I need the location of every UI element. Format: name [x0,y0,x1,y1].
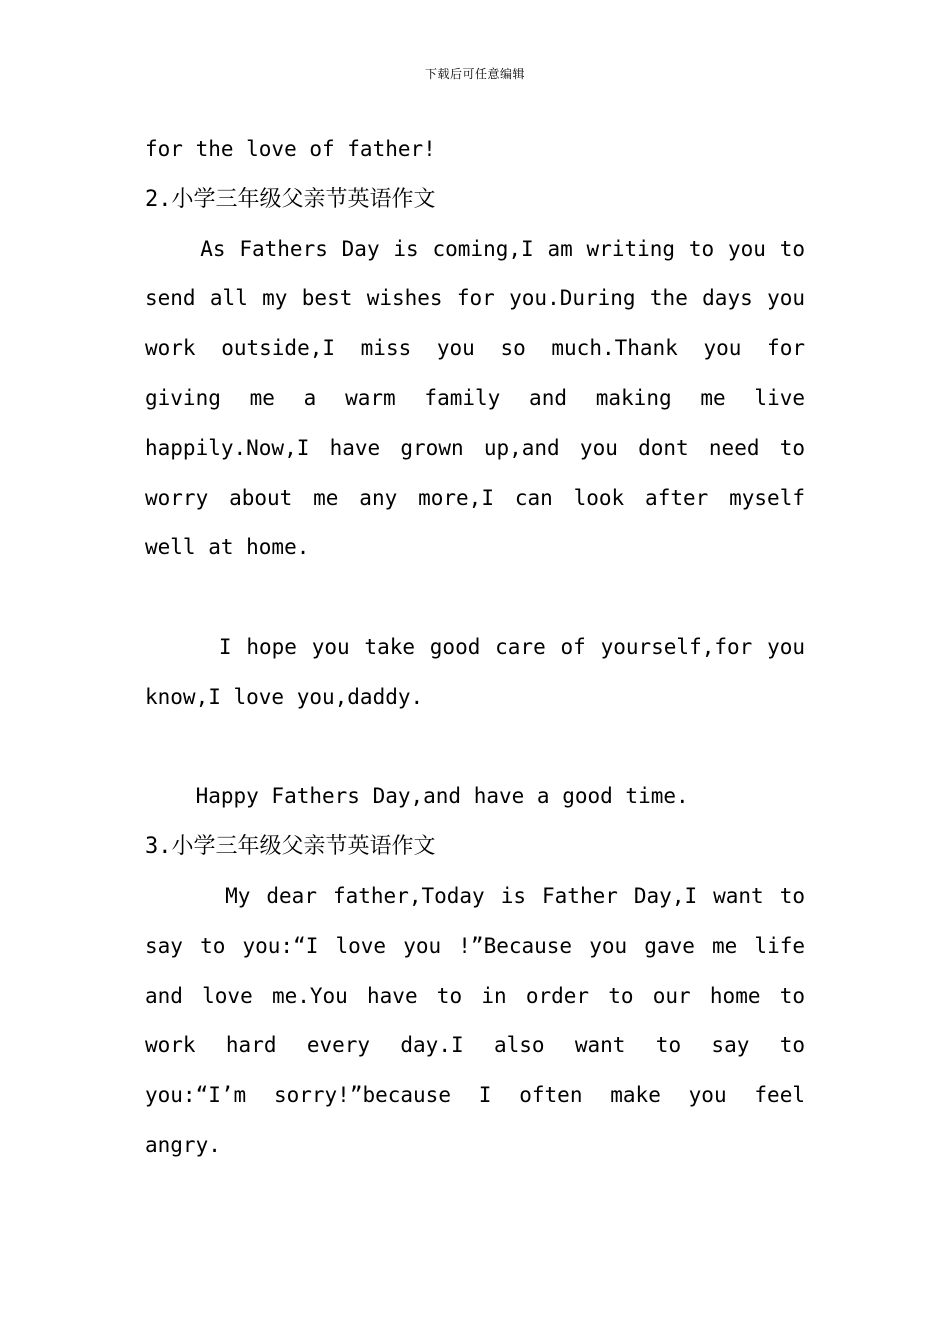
paragraph-line: know,I love you,daddy. [145,684,424,709]
paragraph-line: My dear father,Today is Father Day,I want to [145,883,805,908]
page-header: 下载后可任意编辑 [424,67,525,81]
paragraph-line: work hard every day.I also want to say to [145,1033,805,1058]
paragraph-line: work outside,I miss you so much.Thank you for [145,336,805,361]
paragraph-line: well at home. [145,535,310,560]
blank-line [145,573,805,623]
blank-line [145,723,805,773]
paragraph-line: and love me.You have to in order to our home to [145,983,805,1008]
section-heading-2: 2.小学三年级父亲节英语作文 [145,186,436,212]
paragraph-line: angry. [145,1132,221,1157]
paragraph-line: send all my best wishes for you.During the days you [145,286,805,311]
paragraph-line: you:“I’m sorry!”because I often make you feel [145,1083,805,1108]
paragraph-line: happily.Now,I have grown up,and you dont need to [145,435,805,460]
paragraph-line: Happy Fathers Day,and have a good time. [145,784,689,809]
paragraph-line: As Fathers Day is coming,I am writing to you to [145,236,805,261]
paragraph-line: for the love of father! [145,137,436,161]
paragraph-line: giving me a warm family and making me live [145,385,805,410]
paragraph-line: worry about me any more,I can look after myself [145,485,805,510]
document-body [145,125,805,1171]
section-heading-3: 3.小学三年级父亲节英语作文 [145,834,436,860]
paragraph-line: say to you:“I love you !”Because you gave me life [145,933,805,958]
paragraph-line: I hope you take good care of yourself,for you [145,634,805,659]
